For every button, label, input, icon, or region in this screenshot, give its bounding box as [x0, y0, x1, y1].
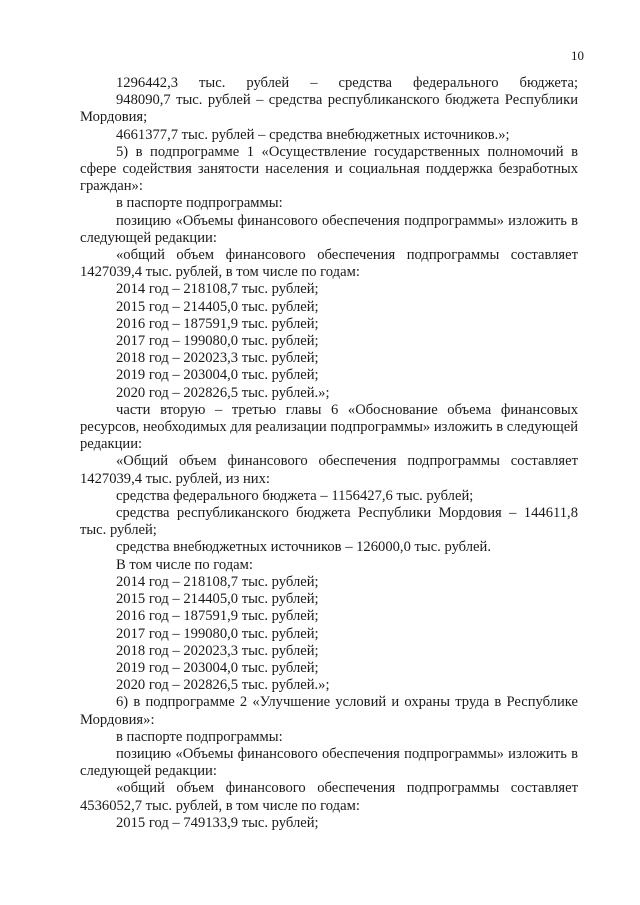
paragraph-extrabudgetary-funds: средства внебюджетных источников – 126000,0 тыс. рублей.	[116, 539, 491, 556]
paragraph-subprogram-1-heading: 5) в подпрограмме 1 «Осуществление государственных полномочий в сфере содействия занятости населения и социальная поддержка безработных граждан»:	[80, 143, 578, 195]
paragraph-republican-budget: 948090,7 тыс. рублей – средства республиканского бюджета Республики Мордовия;	[80, 92, 578, 126]
year-line: 2019 год – 203004,0 тыс. рублей;	[116, 367, 319, 384]
year-line: 2018 год – 202023,3 тыс. рублей;	[116, 642, 319, 659]
year-line: 2015 год – 214405,0 тыс. рублей;	[116, 298, 319, 315]
year-line: 2020 год – 202826,5 тыс. рублей.»;	[116, 677, 330, 694]
document-body	[80, 75, 578, 832]
year-line: 2017 год – 199080,0 тыс. рублей;	[116, 333, 319, 350]
year-line: 2014 год – 218108,7 тыс. рублей;	[116, 573, 319, 590]
paragraph-total-volume: «общий объем финансового обеспечения подпрограммы составляет 1427039,4 тыс. рублей, в том числе по годам:	[80, 247, 578, 281]
year-line: 2015 год – 214405,0 тыс. рублей;	[116, 591, 319, 608]
paragraph-passport: в паспорте подпрограммы:	[116, 195, 283, 212]
paragraph-extrabudgetary: 4661377,7 тыс. рублей – средства внебюджетных источников.»;	[116, 126, 510, 143]
paragraph-total-volume-2: «Общий объем финансового обеспечения подпрограммы составляет 1427039,4 тыс. рублей, из них:	[80, 453, 578, 487]
paragraph-federal-budget: 1296442,3 тыс. рублей – средства федерального бюджета;	[116, 75, 578, 91]
year-line: 2014 год – 218108,7 тыс. рублей;	[116, 281, 319, 298]
paragraph-by-years: В том числе по годам:	[116, 556, 253, 573]
paragraph-chapter-6: части вторую – третью главы 6 «Обоснование объема финансовых ресурсов, необходимых для реализации подпрограммы» изложить в следующей редакции:	[80, 401, 578, 453]
paragraph-passport-2: в паспорте подпрограммы:	[116, 728, 283, 745]
year-line: 2017 год – 199080,0 тыс. рублей;	[116, 625, 319, 642]
paragraph-total-volume-3: «общий объем финансового обеспечения подпрограммы составляет 4536052,7 тыс. рублей, в том числе по годам:	[80, 780, 578, 814]
year-line: 2020 год – 202826,5 тыс. рублей.»;	[116, 384, 330, 401]
year-line: 2019 год – 203004,0 тыс. рублей;	[116, 659, 319, 676]
year-line: 2016 год – 187591,9 тыс. рублей;	[116, 608, 319, 625]
year-line: 2015 год – 749133,9 тыс. рублей;	[116, 814, 319, 831]
paragraph-position-volumes-2: позицию «Объемы финансового обеспечения подпрограммы» изложить в следующей редакции:	[80, 745, 578, 780]
year-line: 2016 год – 187591,9 тыс. рублей;	[116, 315, 319, 332]
year-line: 2018 год – 202023,3 тыс. рублей;	[116, 350, 319, 367]
paragraph-subprogram-2-heading: 6) в подпрограмме 2 «Улучшение условий и охраны труда в Республике Мордовия»:	[80, 694, 578, 728]
paragraph-federal-funds: средства федерального бюджета – 1156427,6 тыс. рублей;	[116, 487, 474, 504]
page-number: 10	[571, 48, 584, 63]
paragraph-republican-funds: средства республиканского бюджета Республики Мордовия – 144611,8 тыс. рублей;	[80, 505, 578, 539]
paragraph-position-volumes: позицию «Объемы финансового обеспечения подпрограммы» изложить в следующей редакции:	[80, 212, 578, 246]
